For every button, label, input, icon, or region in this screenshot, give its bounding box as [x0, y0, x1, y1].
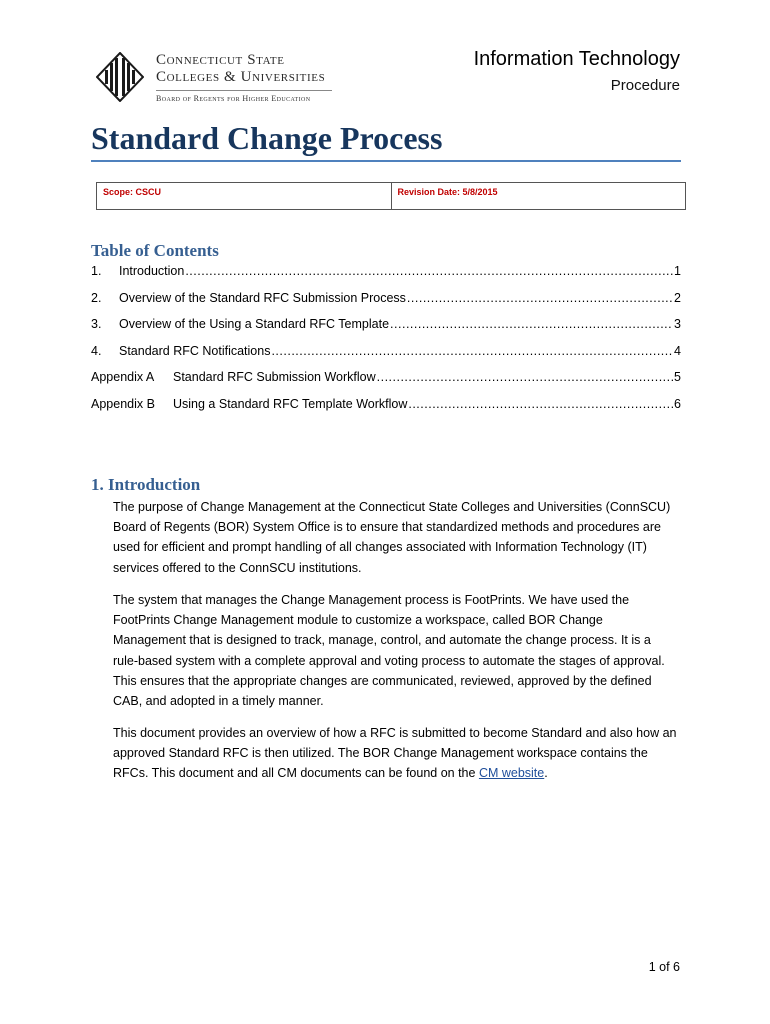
meta-table — [96, 182, 686, 210]
toc-entry-number: 2. — [91, 290, 102, 305]
toc-entry-page: 6 — [674, 396, 681, 411]
toc-entry-label: Standard RFC Notifications — [119, 343, 271, 358]
intro-paragraph-2: The system that manages the Change Management process is FootPrints. We have used the FootPrints Change Management module to customize a workspace, called BOR Change Management that is designed to track, manage, control, and automate the change process. It is a rule-based system with a complete approval and voting process to automate the stages of approval. This ensures that the appropriate changes are communicated, reviewed, approved by the defined CAB, and adopted in a timely manner. — [113, 593, 665, 709]
cscu-logo-icon — [96, 52, 144, 102]
logo-wordmark — [156, 52, 332, 103]
title-divider — [91, 160, 681, 162]
toc-entry-number: 4. — [91, 343, 102, 358]
toc-entry-page: 2 — [674, 290, 681, 305]
header-doc-type: Procedure — [610, 77, 680, 94]
toc-entry-label: Introduction — [119, 264, 185, 278]
logo-divider — [156, 90, 332, 91]
toc-entry-number: Appendix B — [91, 396, 155, 411]
table-of-contents — [91, 264, 681, 423]
toc-leader — [390, 317, 673, 331]
header-department: Information Technology — [473, 48, 680, 70]
toc-entry[interactable] — [91, 291, 681, 318]
section-heading-introduction: 1. Introduction — [91, 475, 201, 494]
toc-entry-page: 3 — [674, 317, 681, 331]
toc-entry-label: Overview of the Standard RFC Submission Process — [119, 290, 406, 305]
toc-entry[interactable] — [91, 317, 681, 344]
toc-leader — [377, 370, 673, 384]
toc-entry[interactable] — [91, 344, 681, 371]
toc-leader — [271, 344, 673, 358]
logo-line-3: Board of Regents for Higher Education — [156, 94, 311, 103]
cm-website-link[interactable]: CM website — [478, 766, 545, 781]
toc-entry-number: 3. — [91, 317, 102, 331]
logo-line-2: Colleges & Universities — [156, 69, 326, 85]
intro-paragraph-3-end: . — [544, 766, 548, 781]
toc-entry-label: Overview of the Using a Standard RFC Template — [119, 317, 390, 331]
toc-entry[interactable] — [91, 370, 681, 397]
page-title: Standard Change Process — [91, 120, 443, 156]
page-number: 1 of 6 — [648, 960, 680, 974]
intro-paragraph-3 — [113, 723, 678, 784]
toc-heading: Table of Contents — [91, 241, 219, 260]
cscu-logo — [96, 50, 341, 106]
toc-leader — [407, 291, 673, 305]
toc-entry-page: 5 — [674, 370, 681, 384]
meta-revision-date: Revision Date: 5/8/2015 — [391, 183, 686, 209]
toc-entry[interactable] — [91, 397, 681, 424]
toc-entry-label: Using a Standard RFC Template Workflow — [173, 396, 408, 411]
intro-paragraph-1: The purpose of Change Management at the Connecticut State Colleges and Universities (ConnSCU) Board of Regents (BOR) System Office is to ensure that standardized methods and procedures are used for efficient and prompt handling of all changes associated with Information Technology (IT) services offered to the ConnSCU institutions. — [113, 500, 671, 575]
toc-entry-page: 1 — [674, 264, 681, 278]
intro-paragraph-3-text: This document provides an overview of how a RFC is submitted to become Standard and also how an approved Standard RFC is then utilized. The BOR Change Management workspace contains the RFCs. This document and all CM documents can be found on the — [113, 726, 677, 781]
toc-entry-number: Appendix A — [91, 370, 155, 384]
toc-entry-label: Standard RFC Submission Workflow — [173, 370, 376, 384]
meta-scope: Scope: CSCU — [103, 187, 162, 197]
toc-entry-page: 4 — [674, 343, 681, 358]
toc-leader — [185, 264, 673, 278]
toc-entry[interactable] — [91, 264, 681, 291]
toc-entry-number: 1. — [91, 264, 102, 278]
logo-line-1: Connecticut State — [156, 52, 285, 68]
toc-leader — [408, 397, 673, 411]
